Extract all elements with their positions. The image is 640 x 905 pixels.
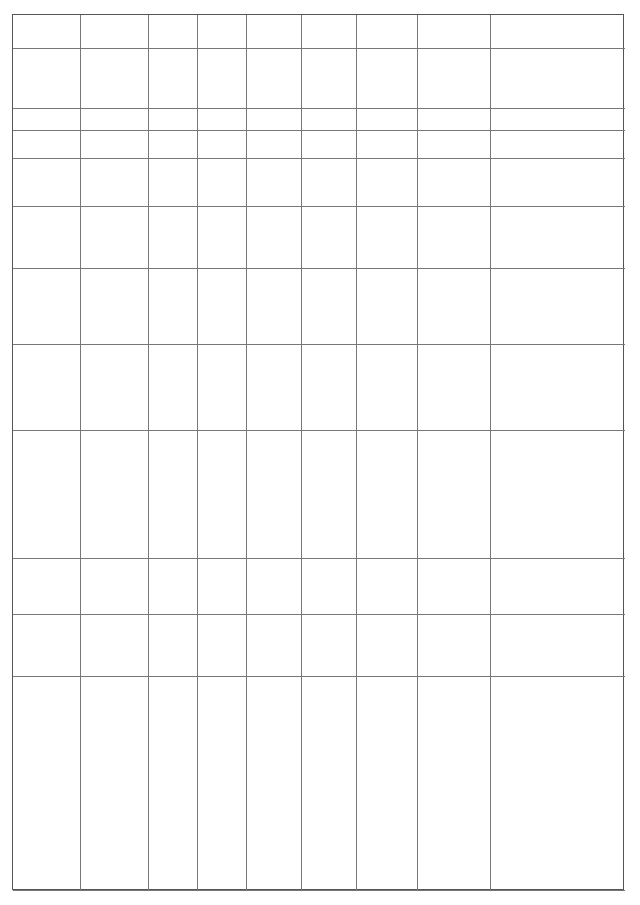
table-row [13,269,625,345]
table-row [13,159,625,207]
table-row [13,131,625,159]
column-divider [197,15,198,891]
table-row [13,207,625,269]
column-divider [356,15,357,891]
column-divider [301,15,302,891]
table-row [13,615,625,677]
table-row [13,677,625,891]
column-divider [80,15,81,891]
table-row [13,109,625,131]
table-row [13,345,625,431]
table-row [13,431,625,559]
table-row [13,15,625,49]
table-row [13,49,625,109]
column-divider [246,15,247,891]
table-frame [12,14,624,890]
column-divider [417,15,418,891]
column-divider [490,15,491,891]
column-divider [148,15,149,891]
table-row [13,559,625,615]
